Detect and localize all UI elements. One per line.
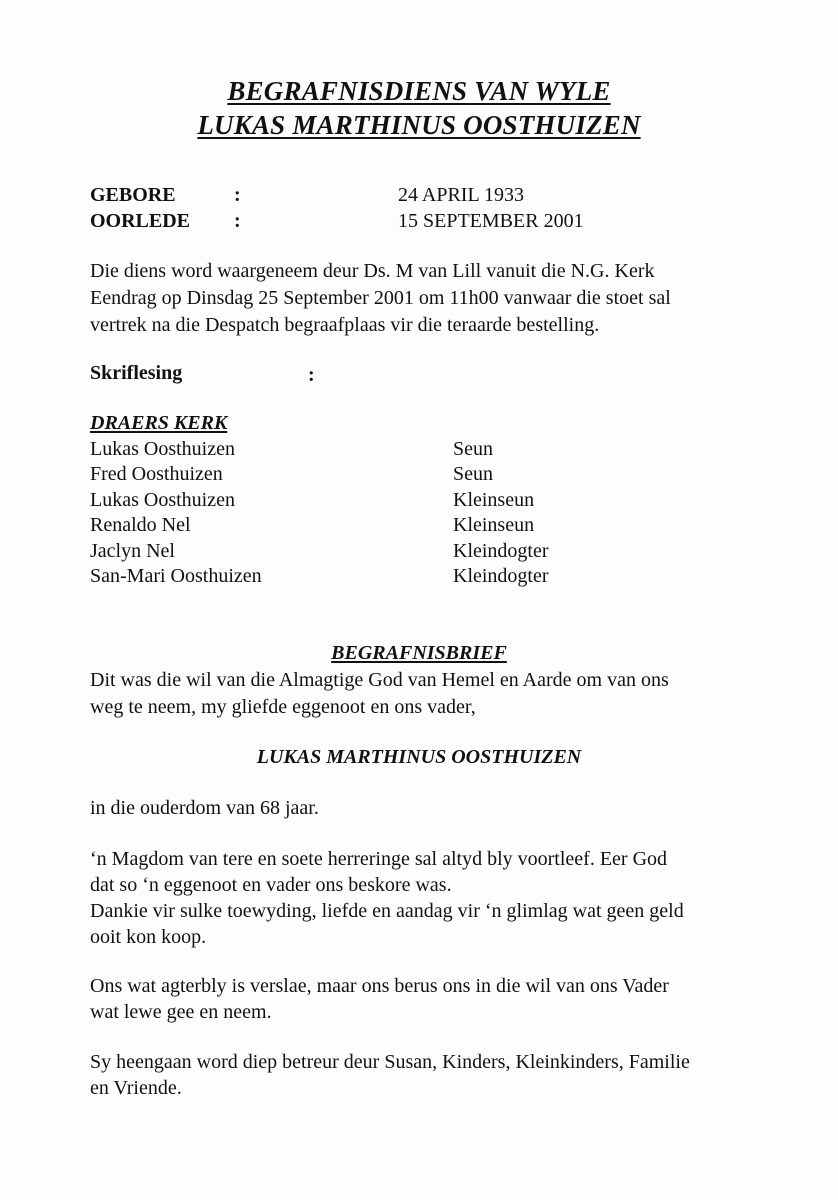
pallbearer-relation: Kleinseun (453, 514, 535, 536)
born-colon: : (234, 184, 241, 206)
memories-line: ooit kon koop. (90, 926, 207, 948)
died-colon: : (234, 210, 241, 232)
grief-line: Ons wat agterbly is verslae, maar ons berus ons in die wil van ons Vader (90, 975, 669, 997)
pallbearer-name: Lukas Oosthuizen (90, 489, 235, 511)
letter-intro-line: Dit was die wil van die Almagtige God van Hemel en Aarde om van ons (90, 669, 669, 691)
pallbearer-name: Fred Oosthuizen (90, 463, 223, 485)
died-label: OORLEDE (90, 210, 191, 232)
letter-intro-line: weg te neem, my gliefde eggenoot en ons vader, (90, 696, 476, 718)
died-value: 15 SEPTEMBER 2001 (398, 210, 584, 232)
memories-line: dat so ‘n eggenoot en vader ons beskore was. (90, 874, 452, 896)
born-label: GEBORE (90, 184, 176, 206)
mourners-line: Sy heengaan word diep betreur deur Susan, Kinders, Kleinkinders, Familie (90, 1051, 690, 1073)
memories-line: ‘n Magdom van tere en soete herreringe sal altyd bly voortleef. Eer God (90, 848, 668, 870)
title-line-2: LUKAS MARTHINUS OOSTHUIZEN (197, 110, 641, 140)
pallbearer-name: Lukas Oosthuizen (90, 438, 235, 460)
pallbearers-heading: DRAERS KERK (90, 412, 228, 434)
mourners-line: en Vriende. (90, 1077, 182, 1099)
title-line-1: BEGRAFNISDIENS VAN WYLE (227, 76, 611, 106)
deceased-name: LUKAS MARTHINUS OOSTHUIZEN (256, 746, 582, 768)
pallbearer-name: Jaclyn Nel (90, 540, 175, 562)
pallbearer-relation: Kleinseun (453, 489, 535, 511)
pallbearer-relation: Seun (453, 438, 493, 460)
grief-line: wat lewe gee en neem. (90, 1001, 272, 1023)
pallbearer-relation: Seun (453, 463, 493, 485)
pallbearer-relation: Kleindogter (453, 540, 549, 562)
service-line: vertrek na die Despatch begraafplaas vir die teraarde bestelling. (90, 314, 600, 336)
born-value: 24 APRIL 1933 (398, 184, 524, 206)
pallbearer-name: Renaldo Nel (90, 514, 191, 536)
memories-line: Dankie vir sulke toewyding, liefde en aandag vir ‘n glimlag wat geen geld (90, 900, 684, 922)
pallbearer-relation: Kleindogter (453, 565, 549, 587)
service-line: Eendrag op Dinsdag 25 September 2001 om 11h00 vanwaar die stoet sal (90, 287, 671, 309)
age-line: in die ouderdom van 68 jaar. (90, 797, 319, 819)
service-line: Die diens word waargeneem deur Ds. M van Lill vanuit die N.G. Kerk (90, 260, 655, 282)
letter-heading: BEGRAFNISBRIEF (331, 642, 507, 664)
pallbearer-name: San-Mari Oosthuizen (90, 565, 262, 587)
scripture-colon: : (308, 364, 315, 386)
scripture-label: Skriflesing (90, 362, 183, 384)
